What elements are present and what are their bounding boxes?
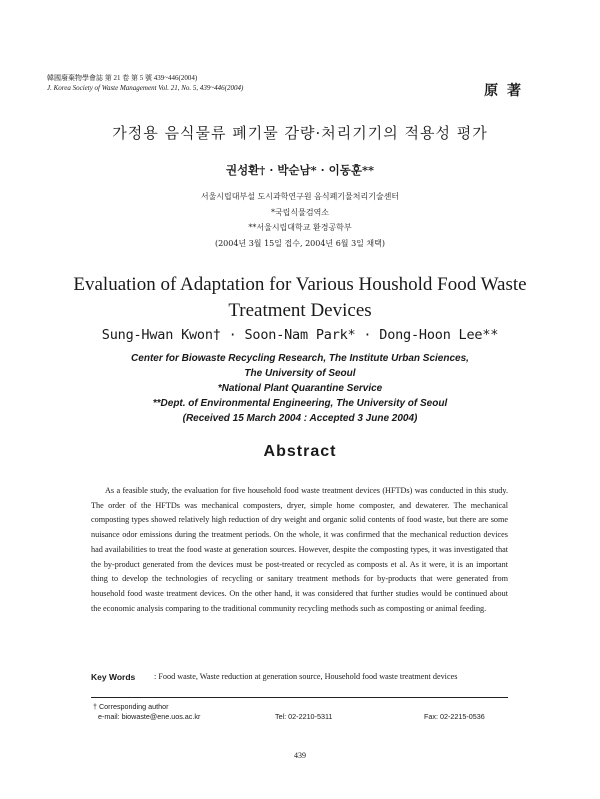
journal-citation-korean: 韓國廢棄物學會誌 第 21 卷 第 5 號 439~446(2004) [47,74,198,82]
korean-affiliation-1: 서울시립대부설 도시과학연구원 음식폐기물처리기술센터 [200,192,400,201]
abstract-heading: Abstract [263,443,337,460]
english-received-dates: (Received 15 March 2004 : Accepted 3 June 2004) [182,413,418,424]
english-affiliation-3: *National Plant Quarantine Service [217,383,383,394]
english-affiliation-4: **Dept. of Environmental Engineering, The University of Seoul [152,398,448,409]
korean-authors: 권성환† · 박순남* · 이동훈** [225,163,375,177]
corresponding-email: e-mail: biowaste@ene.uos.ac.kr [98,712,201,721]
korean-affiliation-2: *국립식물검역소 [270,208,330,217]
footnote-divider [91,697,508,698]
english-title-line-1: Evaluation of Adaptation for Various Houshold Food Waste [73,274,527,295]
korean-received-dates: (2004년 3월 15일 접수, 2004년 6월 3일 채택) [214,239,386,248]
page-number: 439 [294,751,306,760]
abstract-body: As a feasible study, the evaluation for five household food waste treatment devices (HFTDs) was conducted in this study. The order of the HFTDs was mechanical composters, dryer, simple home composter, and dewaterer. The mechanical composting types showed relatively high reduction of dry weight and organic solid contents of food waste, but there are some nuisance odor emissions during the treatment periods. On the whole, it was confirmed that the mechanical reduction devices had availabilities to treat the food waste at generation sources. However, despite the composting types, it was investigated that the by-product generated from the devices must be post-treated or recycled as composts et al. As it were, it is an important thing to develop the technologies of recycling or sanitary treatment methods for by-products that were generated from household food waste treatment devices. On the other hand, it was considered that further studies would be continued about the economic analysis comparing to the traditional community recycling methods such as composting or animal feeding. [91,486,508,613]
corresponding-fax: Fax: 02-2215-0536 [424,712,485,721]
english-affiliation-2: The University of Seoul [244,368,356,379]
korean-affiliation-3: **서울시립대학교 환경공학부 [248,223,352,232]
english-affiliation-1: Center for Biowaste Recycling Research, The Institute Urban Sciences, [131,353,469,364]
keywords-text: : Food waste, Waste reduction at generation source, Household food waste treatment devices [154,672,458,681]
corresponding-author-note: † Corresponding author [93,702,169,711]
article-type-badge: 原 著 [484,83,523,99]
english-title-line-2: Treatment Devices [228,300,372,321]
english-title [0,272,600,324]
korean-title: 가정용 음식물류 폐기물 감량·처리기기의 적용성 평가 [112,124,488,142]
journal-citation-english: J. Korea Society of Waste Management Vol. 21, No. 5, 439~446(2004) [47,84,244,92]
corresponding-tel: Tel: 02-2210-5311 [275,712,333,721]
english-authors: Sung-Hwan Kwon† · Soon-Nam Park* · Dong-Hoon Lee** [101,327,499,343]
keywords-label: Key Words [91,672,136,682]
